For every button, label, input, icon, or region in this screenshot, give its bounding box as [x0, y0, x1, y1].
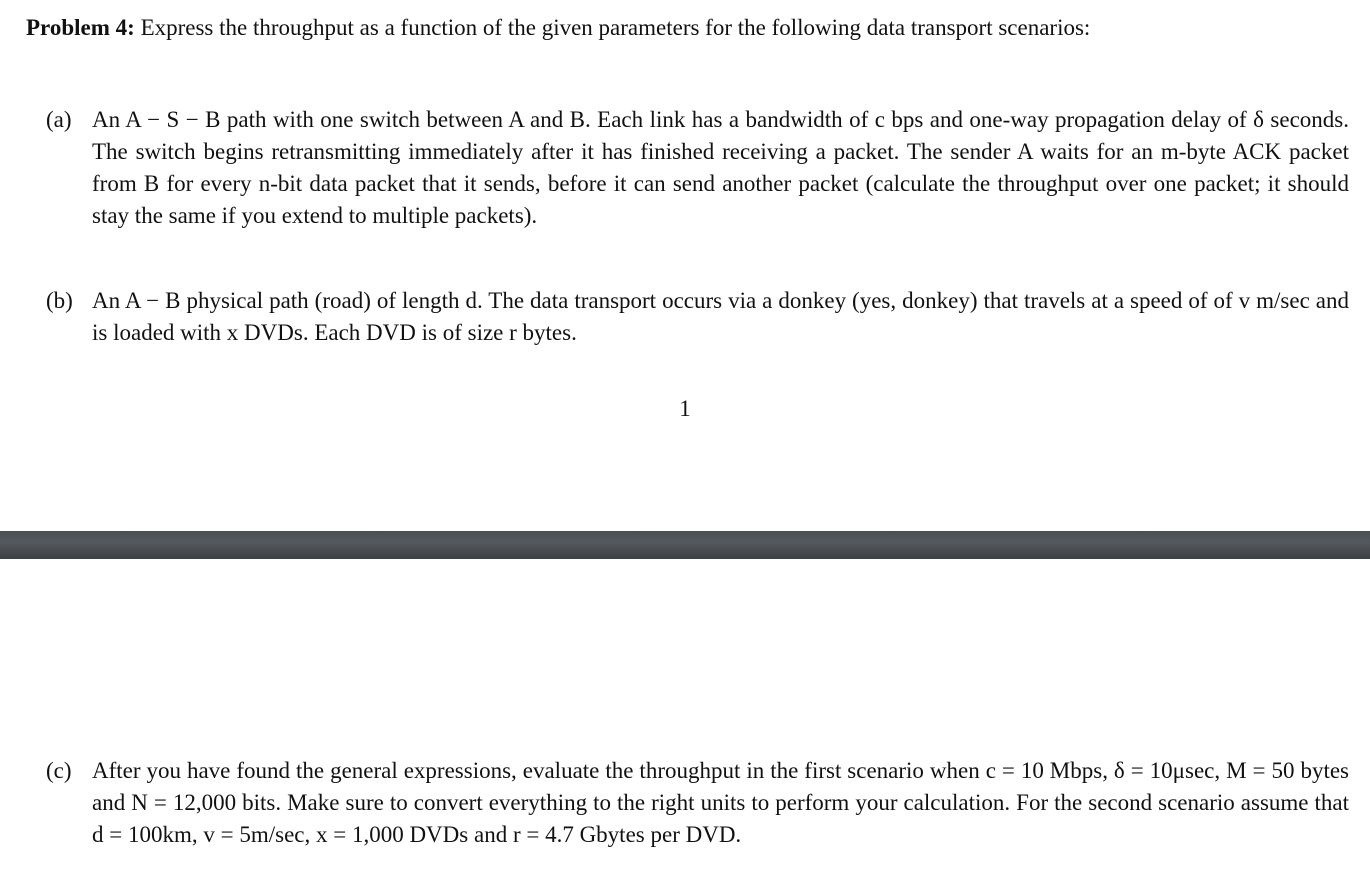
- document-page-2: [0, 559, 1370, 892]
- part-b-text: An A − B physical path (road) of length d. The data transport occurs via a donkey (yes, donkey) that travels at a speed of of v m/sec and is loaded with x DVDs. Each DVD is of size r bytes.: [92, 288, 1349, 345]
- problem-statement: [26, 12, 1349, 44]
- part-c-label: (c): [46, 758, 72, 783]
- part-b-label: (b): [46, 288, 73, 313]
- problem-heading: Problem 4:: [26, 15, 135, 40]
- part-c: [46, 755, 1349, 851]
- part-b: [46, 285, 1349, 349]
- part-a-label: (a): [46, 107, 72, 132]
- problem-intro: Express the throughput as a function of the given parameters for the following data transport scenarios:: [140, 15, 1091, 40]
- part-a: [46, 104, 1349, 232]
- page-number: 1: [679, 396, 691, 421]
- part-a-text: An A − S − B path with one switch between A and B. Each link has a bandwidth of c bps and one-way propagation delay of δ seconds. The switch begins retransmitting immediately after it has finished receiving a packet. The sender A waits for an m-byte ACK packet from B for every n-bit data packet that it sends, before it can send another packet (calculate the throughput over one packet; it should stay the same if you extend to multiple packets).: [92, 107, 1349, 228]
- part-c-text: After you have found the general expressions, evaluate the throughput in the first scenario when c = 10 Mbps, δ = 10μsec, M = 50 bytes and N = 12,000 bits. Make sure to convert everything to the right units to perform your calculation. For the second scenario assume that d = 100km, v = 5m/sec, x = 1,000 DVDs and r = 4.7 Gbytes per DVD.: [92, 758, 1349, 847]
- page-divider: [0, 531, 1370, 559]
